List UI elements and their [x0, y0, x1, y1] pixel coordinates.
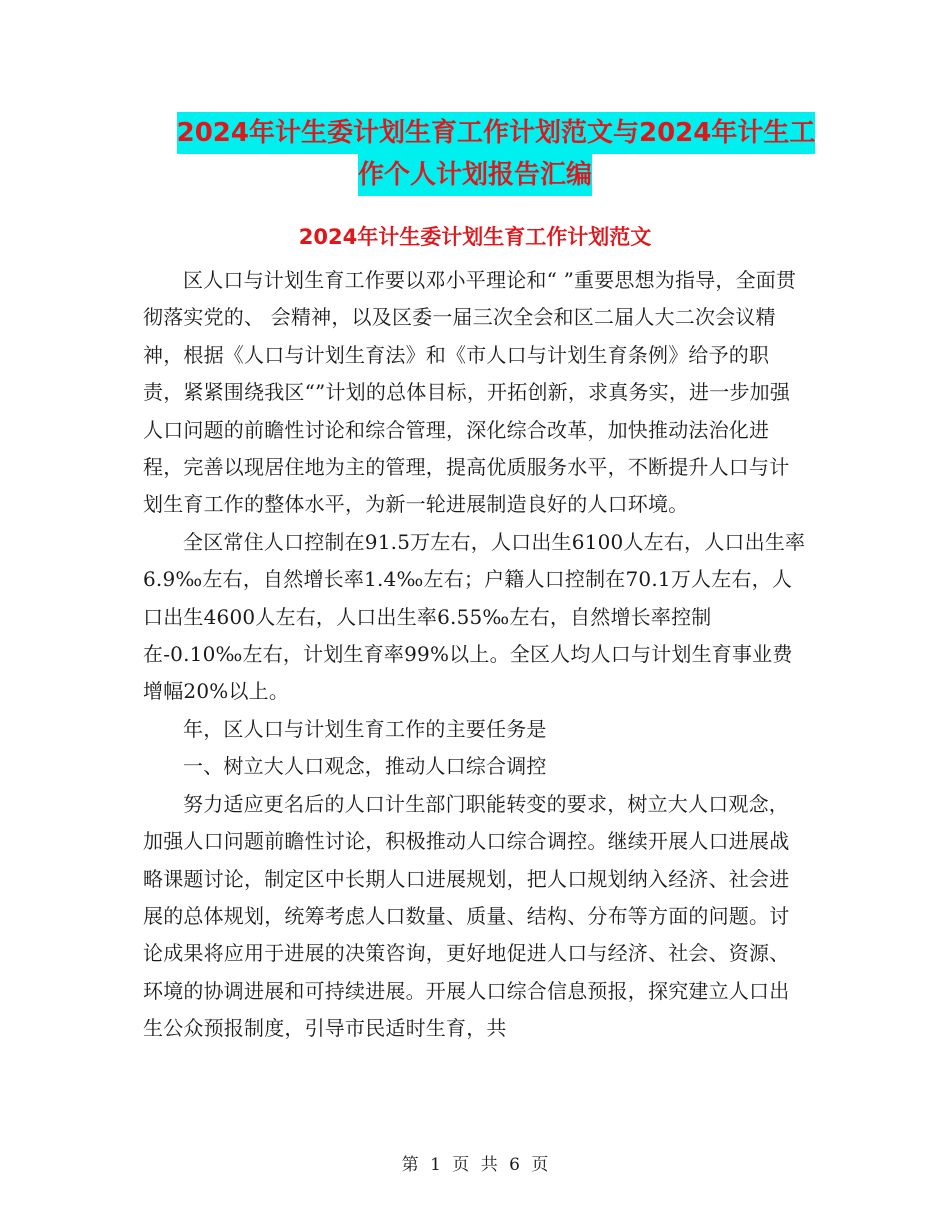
paragraph-3: 年，区人口与计划生育工作的主要任务是 [183, 716, 547, 741]
section-title: 2024年计生委计划生育工作计划范文 [298, 225, 652, 249]
document-title [0, 112, 950, 196]
paragraph-1: 区人口与计划生育工作要以邓小平理论和“ ”重要思想为指导，全面贯彻落实党的、 会精神，以及区委一届三次全会和区二届人大二次会议精神，根据《人口与计划生育法》和《市人口与计划生育条例》给予的职责，紧紧围绕我区“”计划的总体目标，开拓创新，求真务实，进一步加强人口问题的前瞻性讨论和综合管理，深化综合改革，加快推动法治化进程，完善以现居住地为主的管理，提高优质服务水平，不断提升人口与计划生育工作的整体水平，为新一轮进展制造良好的人口环境。 [143, 268, 797, 517]
document-title-line-2: 作个人计划报告汇编 [358, 154, 592, 196]
body-text [143, 262, 808, 1048]
paragraph-2: 全区常住人口控制在91.5万左右，人口出生6100人左右，人口出生率6.9‰左右，自然增长率1.4‰左右；户籍人口控制在70.1万人左右，人口出生4600人左右，人口出生率6.55‰左右，自然增长率控制在-0.10‰左右，计划生育率99%以上。全区人均人口与计划生育事业费增幅20%以上。 [143, 529, 806, 704]
document-title-line-1: 2024年计生委计划生育工作计划范文与2024年计生工 [177, 112, 816, 154]
paragraph-5: 努力适应更名后的人口计生部门职能转变的要求，树立大人口观念，加强人口问题前瞻性讨论，积极推动人口综合调控。继续开展人口进展战略课题讨论，制定区中长期人口进展规划，把人口规划纳入经济、社会进展的总体规划，统筹考虑人口数量、质量、结构、分布等方面的问题。讨论成果将应用于进展的决策咨询，更好地促进人口与经济、社会、资源、环境的协调进展和可持续进展。开展人口综合信息预报，探究建立人口出生公众预报制度，引导市民适时生育，共 [143, 791, 790, 1041]
page-footer: 第 1 页 共 6 页 [401, 1155, 549, 1175]
paragraph-4-heading: 一、树立大人口观念，推动人口综合调控 [183, 754, 547, 779]
